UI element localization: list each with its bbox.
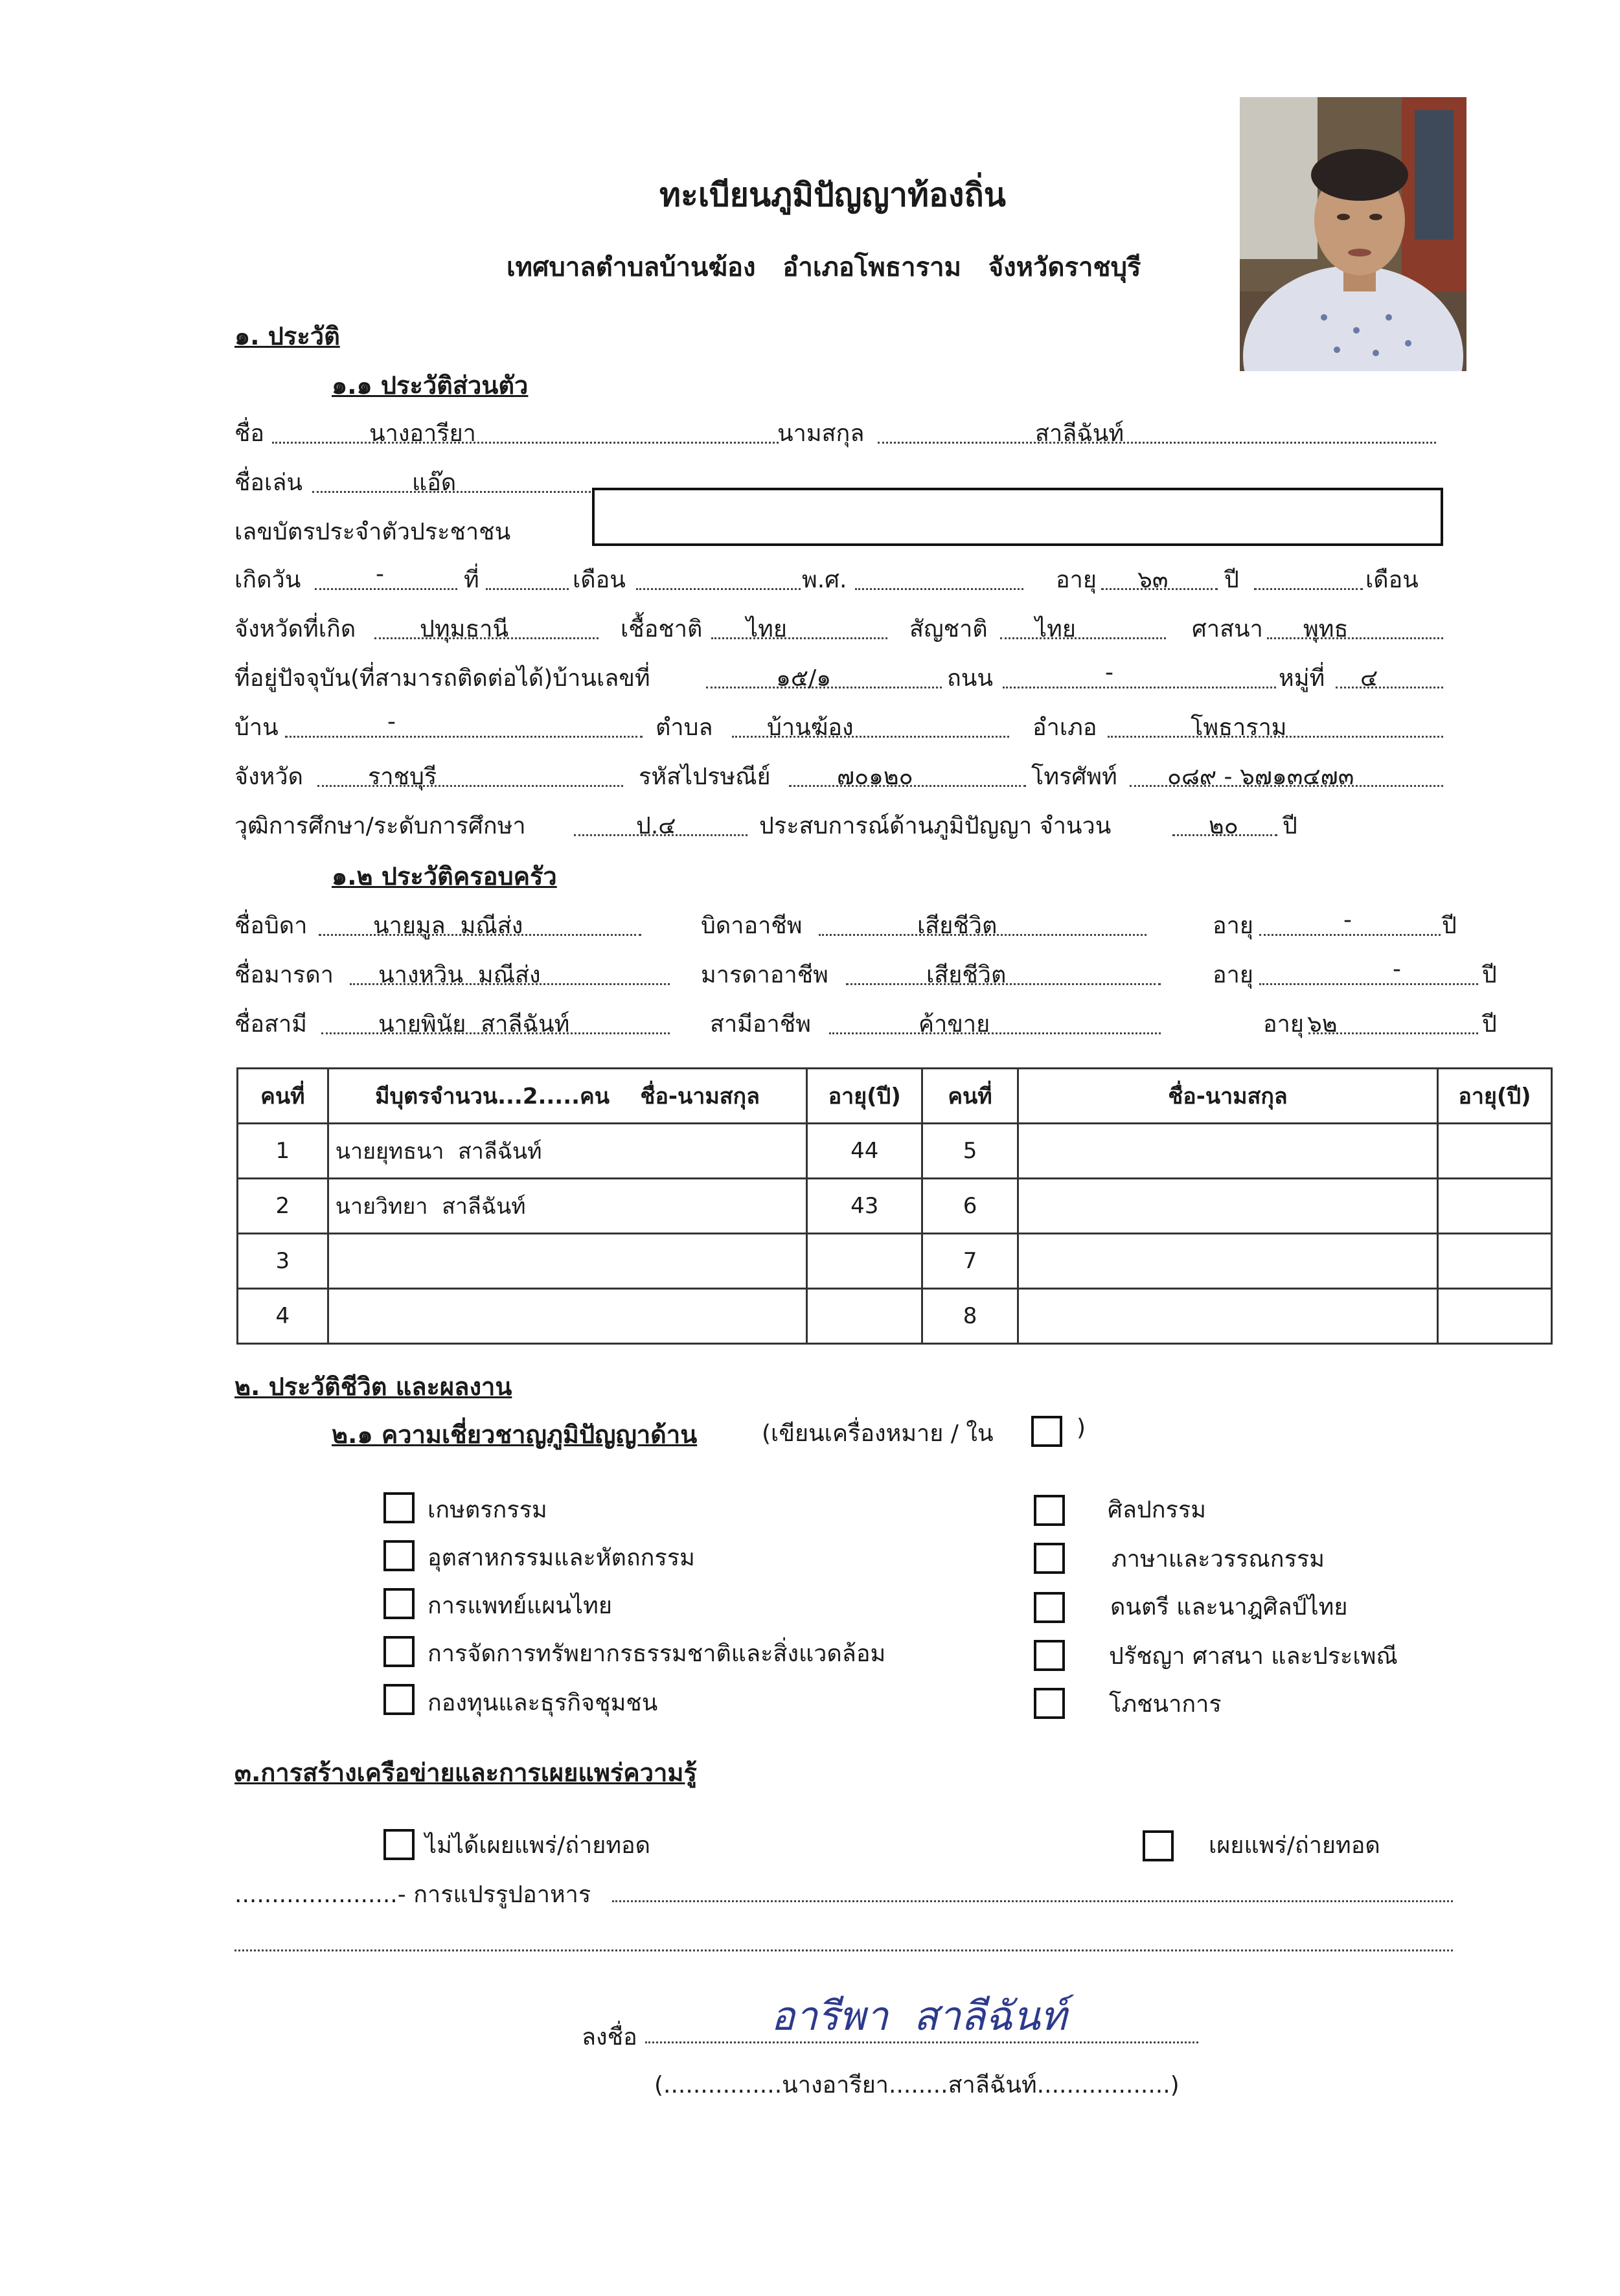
village-line <box>285 736 643 738</box>
col-header-name-right: ชื่อ-นามสกุล <box>1018 1069 1437 1124</box>
checkbox-thai-medicine[interactable] <box>383 1588 415 1619</box>
cell-age: 44 <box>807 1124 922 1179</box>
province-label: จังหวัด <box>234 764 303 790</box>
experience-label: ประสบการณ์ด้านภูมิปัญญา จำนวน <box>759 813 1112 839</box>
id-label: เลขบัตรประจำตัวประชาชน <box>234 519 511 545</box>
father-age-unit: ปี <box>1442 913 1457 939</box>
table-row <box>238 1179 1552 1234</box>
document-subtitle: เทศบาลตำบลบ้านฆ้อง อำเภอโพธาราม จังหวัดราชบุรี <box>507 253 1141 282</box>
religion-label: ศาสนา <box>1192 616 1263 642</box>
province-value: ราชบุรี <box>368 764 437 790</box>
section2-1-heading: ๒.๑ ความเชี่ยวชาญภูมิปัญญาด้าน <box>332 1420 698 1449</box>
handwritten-signature: อารีพา สาลีฉันท์ <box>771 1992 1067 2040</box>
mother-job-value: เสียชีวิต <box>926 962 1007 988</box>
race-line <box>711 637 887 639</box>
checkbox-community-fund[interactable] <box>383 1684 415 1715</box>
postcode-label: รหัสไปรษณีย์ <box>639 764 771 790</box>
age-year-unit: ปี <box>1224 567 1239 593</box>
nickname-value: แอ๊ด <box>412 470 457 496</box>
id-number-box[interactable] <box>592 488 1443 546</box>
tambon-value: บ้านฆ้อง <box>767 714 854 741</box>
village-label: บ้าน <box>234 714 279 741</box>
age-month-line <box>1254 588 1363 590</box>
race-value: ไทย <box>746 616 787 642</box>
cell-name <box>1018 1124 1437 1179</box>
mother-label: ชื่อมารดา <box>234 962 334 988</box>
experience-value: ๒๐ <box>1209 813 1238 839</box>
mother-value: นางหวิน มณีส่ง <box>378 962 541 988</box>
nationality-line <box>1000 637 1166 639</box>
cell-no: 1 <box>238 1124 328 1179</box>
cell-no: 2 <box>238 1179 328 1234</box>
checkbox-industry-handicraft[interactable] <box>383 1540 415 1571</box>
name-label: ชื่อ <box>234 420 265 447</box>
road-label: ถนน <box>947 665 994 692</box>
religion-value: พุทธ <box>1303 616 1349 642</box>
amphoe-label: อำเภอ <box>1032 714 1097 741</box>
birth-day-value: - <box>376 561 384 587</box>
cell-age <box>1438 1124 1552 1179</box>
birth-day-line <box>315 588 457 590</box>
nationality-value: ไทย <box>1035 616 1076 642</box>
cell-age <box>807 1289 922 1344</box>
option-disseminated: เผยแพร่/ถ่ายทอด <box>1209 1832 1380 1859</box>
cell-name <box>1018 1289 1437 1344</box>
checkbox-language-literature[interactable] <box>1034 1543 1065 1574</box>
cell-no: 8 <box>922 1289 1018 1344</box>
spouse-job-label: สามีอาชีพ <box>710 1011 811 1038</box>
cell-name <box>328 1289 807 1344</box>
education-value: ป.๔ <box>636 813 676 839</box>
phone-label: โทรศัพท์ <box>1031 764 1117 790</box>
province-born-label: จังหวัดที่เกิด <box>234 616 356 642</box>
moo-label: หมู่ที่ <box>1279 665 1325 692</box>
tambon-label: ตำบล <box>656 714 713 741</box>
checkbox-nutrition[interactable] <box>1034 1688 1065 1719</box>
birth-day-label: เกิดวัน <box>234 567 301 593</box>
surname-value: สาลีฉันท์ <box>1035 420 1124 447</box>
education-label: วุฒิการศึกษา/ระดับการศึกษา <box>234 813 526 839</box>
road-value: - <box>1105 659 1113 686</box>
phone-value: ๐๘๙ - ๖๗๑๓๔๗๓ <box>1167 764 1354 790</box>
province-born-value: ปทุมธานี <box>420 616 509 642</box>
spouse-value: นายพินัย สาลีฉันท์ <box>378 1011 570 1038</box>
section1-2-heading: ๑.๒ ประวัติครอบครัว <box>332 862 557 891</box>
moo-value: ๔ <box>1360 665 1378 692</box>
father-age-value: - <box>1343 907 1352 933</box>
cell-name: นายยุทธนา สาลีฉันท์ <box>328 1124 807 1179</box>
month-label: เดือน <box>573 567 626 593</box>
dissemination-extra-line <box>234 1949 1453 1951</box>
col-header-age-left: อายุ(ปี) <box>807 1069 922 1124</box>
cell-name: นายวิทยา สาลีฉันท์ <box>328 1179 807 1234</box>
mother-age-unit: ปี <box>1482 962 1497 988</box>
age-month-unit: เดือน <box>1365 567 1419 593</box>
section1-heading: ๑. ประวัติ <box>234 322 340 350</box>
option-natural-resources: การจัดการทรัพยากรธรรมชาติและสิ่งแวดล้อม <box>428 1641 886 1667</box>
spouse-age-value: ๖๒ <box>1307 1011 1338 1038</box>
option-music-dance: ดนตรี และนาฎศิลป์ไทย <box>1110 1594 1348 1620</box>
mother-job-label: มารดาอาชีพ <box>701 962 828 988</box>
checkbox-music-dance[interactable] <box>1034 1592 1065 1623</box>
section2-instruction: (เขียนเครื่องหมาย / ใน <box>762 1420 994 1447</box>
year-label: พ.ศ. <box>802 567 847 593</box>
col-header-age-right: อายุ(ปี) <box>1438 1069 1552 1124</box>
road-line <box>1003 687 1276 688</box>
instruction-checkbox-sample <box>1031 1416 1062 1447</box>
cell-no: 3 <box>238 1234 328 1289</box>
year-line <box>855 588 1023 590</box>
section2-heading: ๒. ประวัติชีวิต และผลงาน <box>234 1372 512 1401</box>
age-value: ๖๓ <box>1137 567 1169 593</box>
dissemination-detail-line <box>612 1900 1453 1902</box>
cell-no: 6 <box>922 1179 1018 1234</box>
table-row <box>238 1234 1552 1289</box>
amphoe-value: โพธาราม <box>1191 714 1287 741</box>
father-age-line <box>1259 934 1441 936</box>
option-agriculture: เกษตรกรรม <box>428 1497 547 1523</box>
children-table <box>236 1067 1553 1345</box>
mother-age-line <box>1259 983 1478 985</box>
postcode-value: ๗๐๑๒๐ <box>837 764 913 790</box>
checkbox-natural-resources[interactable] <box>383 1636 415 1667</box>
option-community-fund: กองทุนและธุรกิจชุมชน <box>428 1690 658 1716</box>
spouse-label: ชื่อสามี <box>234 1011 307 1038</box>
option-fine-arts: ศิลปกรรม <box>1108 1497 1206 1523</box>
option-thai-medicine: การแพทย์แผนไทย <box>428 1593 612 1619</box>
cell-age: 43 <box>807 1179 922 1234</box>
address-label: ที่อยู่ปัจจุบัน(ที่สามารถติดต่อได้)บ้านเลขที่ <box>234 665 650 692</box>
spouse-age-label: อายุ <box>1263 1011 1304 1038</box>
checkbox-agriculture[interactable] <box>383 1492 415 1523</box>
cell-age <box>1438 1179 1552 1234</box>
father-age-label: อายุ <box>1213 913 1253 939</box>
mother-age-value: - <box>1393 956 1401 983</box>
experience-unit: ปี <box>1283 813 1297 839</box>
spouse-age-unit: ปี <box>1482 1011 1497 1038</box>
cell-age <box>1438 1234 1552 1289</box>
province-line <box>317 785 623 787</box>
date-label: ที่ <box>464 567 479 593</box>
age-label: อายุ <box>1056 567 1097 593</box>
cell-no: 4 <box>238 1289 328 1344</box>
col-header-name-left: มีบุตรจำนวน...2.....คน ชื่อ-นามสกุล <box>328 1069 807 1124</box>
option-not-disseminated: ไม่ได้เผยแพร่/ถ่ายทอด <box>425 1832 651 1859</box>
month-line <box>636 588 801 590</box>
cell-name <box>1018 1234 1437 1289</box>
cell-age <box>1438 1289 1552 1344</box>
moo-line <box>1336 687 1443 688</box>
surname-line <box>878 442 1436 444</box>
option-philosophy-religion: ปรัชญา ศาสนา และประเพณี <box>1109 1643 1398 1670</box>
village-value: - <box>387 709 396 735</box>
father-label: ชื่อบิดา <box>234 913 308 939</box>
signature-printed-name: (................นางอารียา........สาลีฉันท์..................) <box>654 2072 1180 2098</box>
cell-no: 7 <box>922 1234 1018 1289</box>
dissemination-detail: ......................- การแปรรูปอาหาร <box>234 1881 591 1908</box>
spouse-job-line <box>829 1032 1161 1034</box>
checkbox-philosophy-religion[interactable] <box>1034 1640 1065 1671</box>
cell-name <box>1018 1179 1437 1234</box>
section3-heading: ๓.การสร้างเครือข่ายและการเผยแพร่ความรู้ <box>234 1758 697 1787</box>
table-row <box>238 1124 1552 1179</box>
option-language-literature: ภาษาและวรรณกรรม <box>1112 1546 1325 1573</box>
date-line <box>486 588 569 590</box>
father-job-value: เสียชีวิต <box>917 913 998 939</box>
section1-1-heading: ๑.๑ ประวัติส่วนตัว <box>332 371 529 400</box>
col-header-no-right: คนที่ <box>922 1069 1018 1124</box>
cell-no: 5 <box>922 1124 1018 1179</box>
address-value: ๑๕/๑ <box>776 665 832 692</box>
religion-line <box>1267 637 1443 639</box>
table-row <box>238 1289 1552 1344</box>
father-value: นายมูล มณีส่ง <box>373 913 523 939</box>
section2-instruction-close: ) <box>1077 1415 1086 1441</box>
nationality-label: สัญชาติ <box>909 616 988 642</box>
cell-name <box>328 1234 807 1289</box>
children-table-header <box>238 1069 1552 1124</box>
spouse-job-value: ค้าขาย <box>918 1011 990 1038</box>
col-header-no-left: คนที่ <box>238 1069 328 1124</box>
checkbox-disseminated[interactable] <box>1143 1830 1174 1861</box>
document-title: ทะเบียนภูมิปัญญาท้องถิ่น <box>659 176 1006 214</box>
option-nutrition: โภชนาการ <box>1109 1691 1222 1718</box>
father-job-label: บิดาอาชีพ <box>701 913 803 939</box>
race-label: เชื้อชาติ <box>621 616 703 642</box>
name-line <box>272 442 779 444</box>
name-value: นางอารียา <box>369 420 476 447</box>
cell-age <box>807 1234 922 1289</box>
profile-photo <box>1240 97 1466 371</box>
surname-label: นามสกุล <box>777 420 865 447</box>
option-industry-handicraft: อุตสาหกรรมและหัตถกรรม <box>428 1545 695 1571</box>
nickname-label: ชื่อเล่น <box>234 470 303 496</box>
checkbox-not-disseminated[interactable] <box>383 1829 415 1860</box>
mother-age-label: อายุ <box>1213 962 1253 988</box>
signature-label: ลงชื่อ <box>582 2024 637 2051</box>
checkbox-fine-arts[interactable] <box>1034 1495 1065 1526</box>
